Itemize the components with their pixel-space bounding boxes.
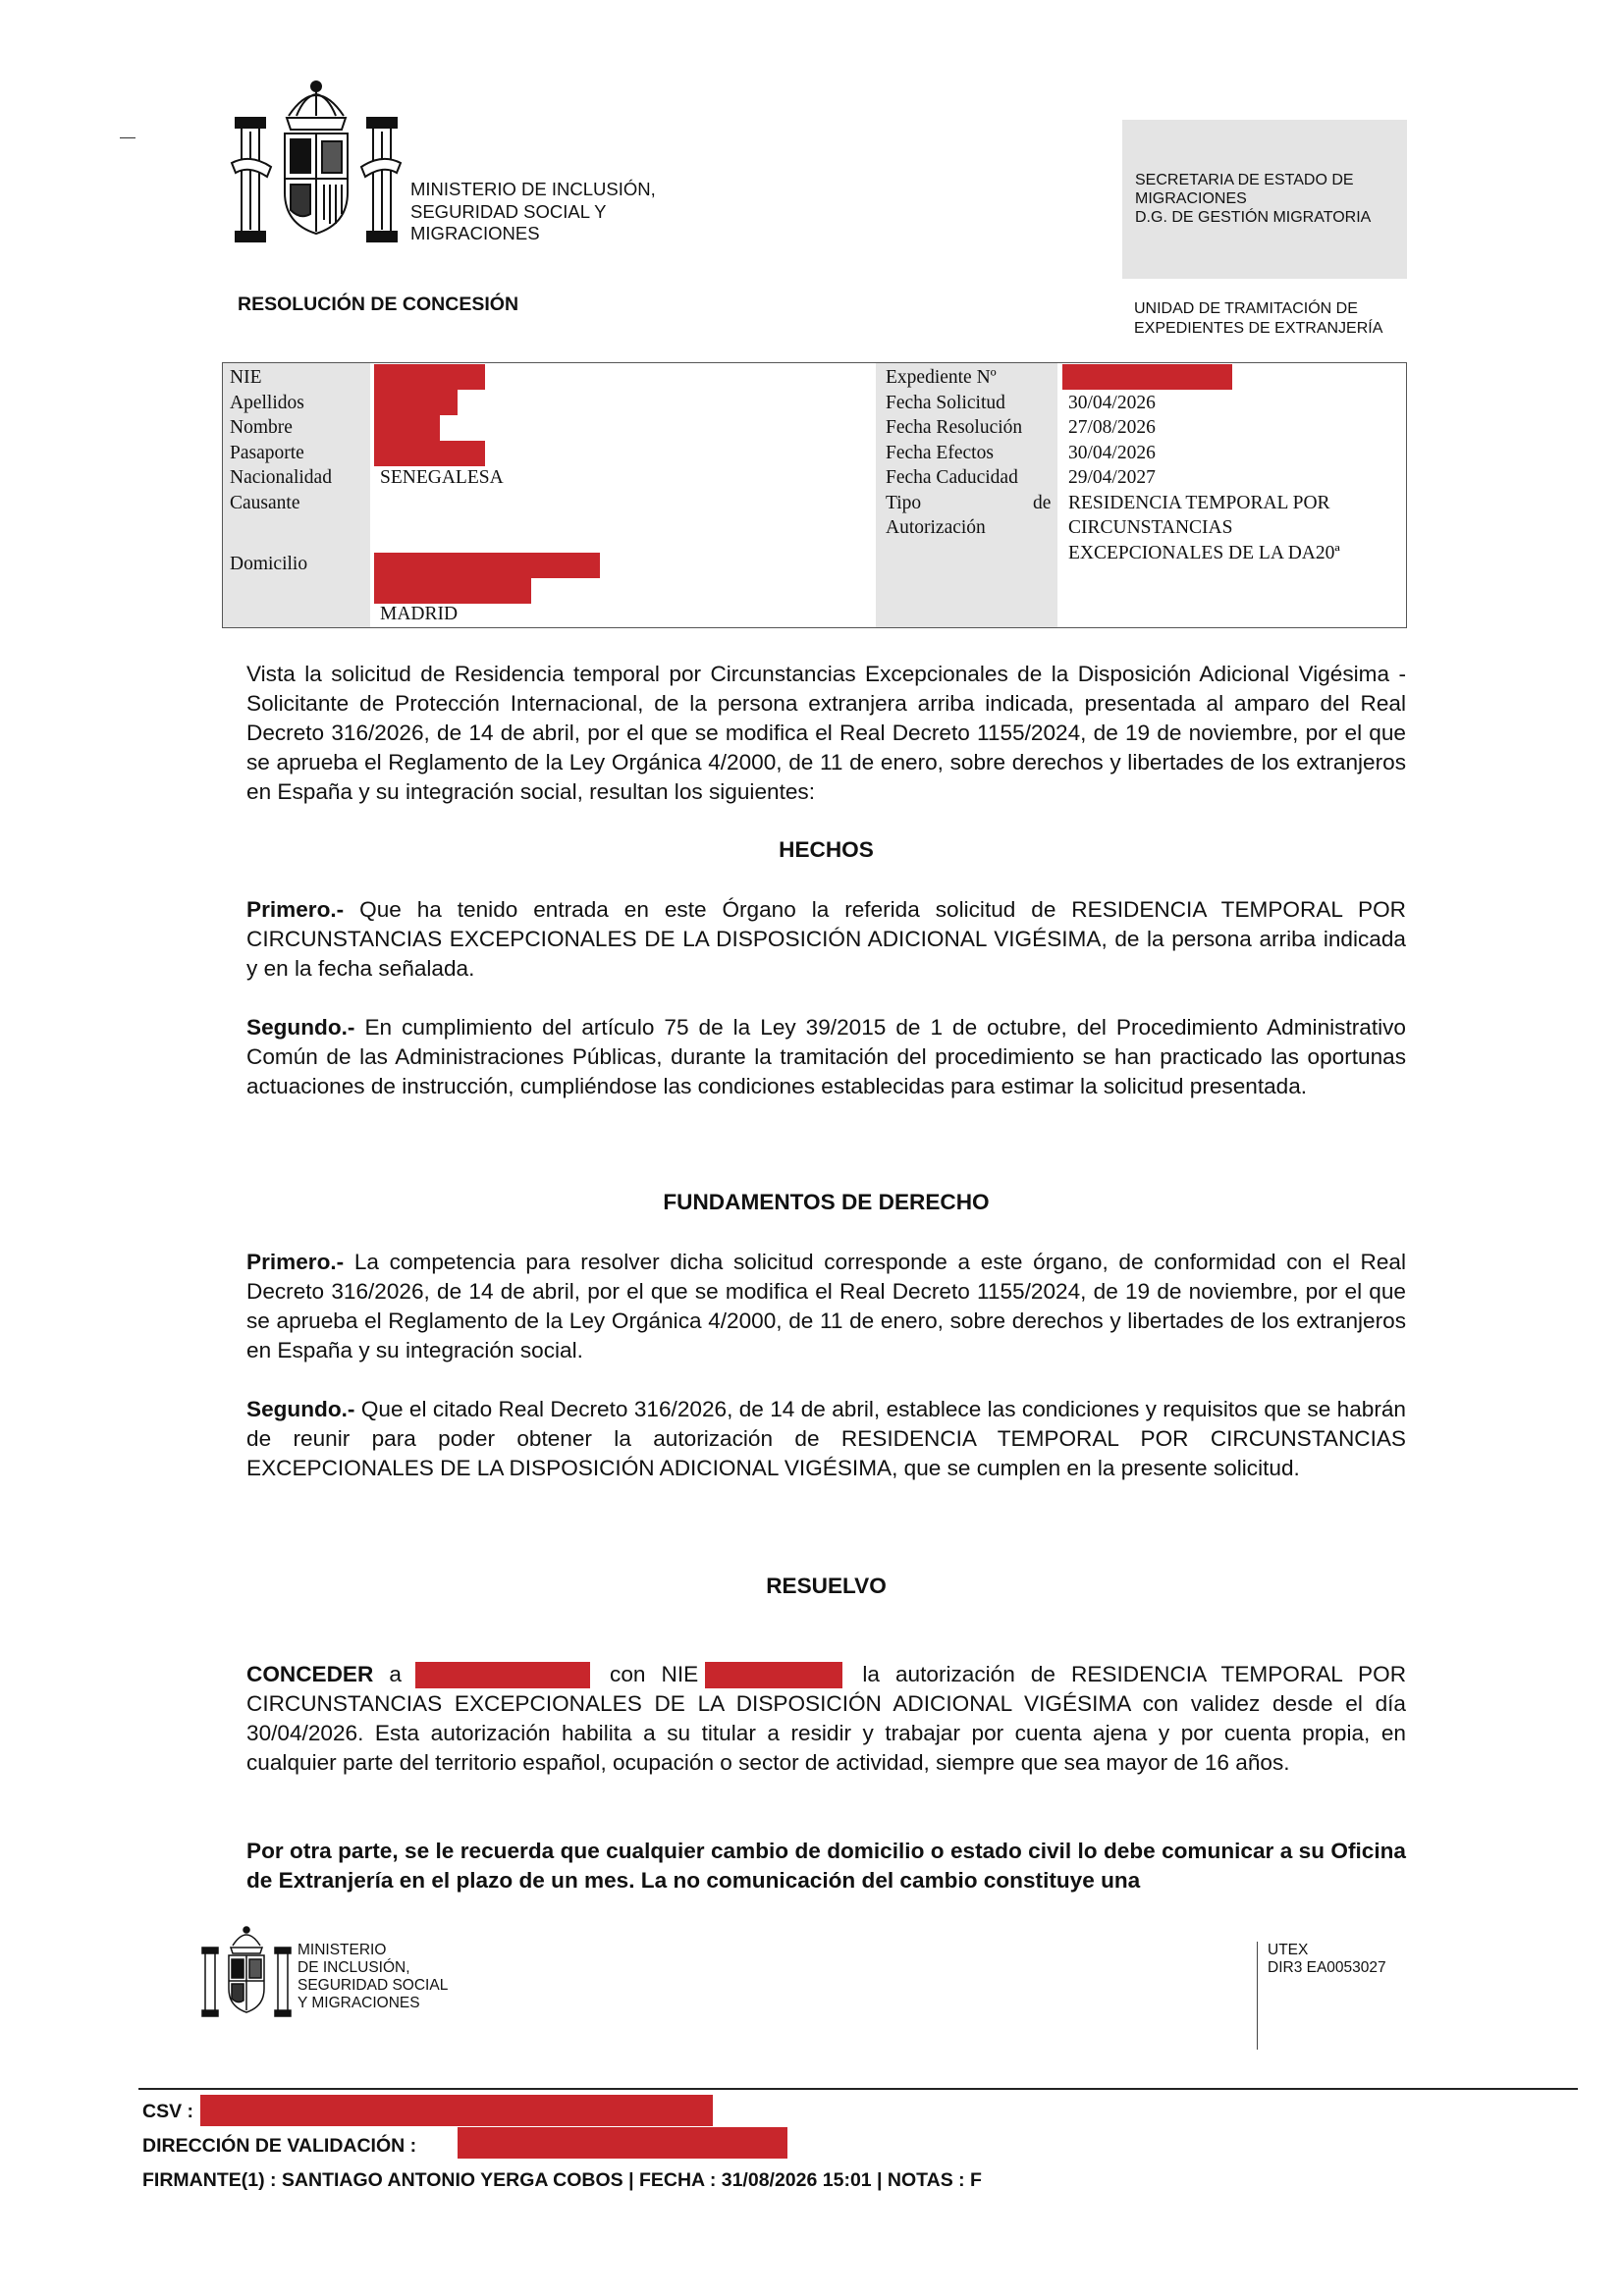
value-nacionalidad: SENEGALESA xyxy=(380,467,504,488)
validacion-label: DIRECCIÓN DE VALIDACIÓN : xyxy=(142,2135,417,2157)
coat-of-arms-footer-icon xyxy=(199,1924,294,2022)
footer-divider xyxy=(1257,1942,1258,2050)
secretaria-line-2: MIGRACIONES xyxy=(1135,190,1247,207)
fundamentos-primero-text: La competencia para resolver dicha solicitud corresponde a este órgano, de conformidad con el Real Decreto 316/2026, de 14 de abril, por el que se modifica el Real Decreto 1155/2024, de 19 de noviembre, por el que se aprueba el Reglamento de la Ley Orgánica 4/2000, de 11 de enero, sobre derechos y libertades de los extranjeros en España y su integración social. xyxy=(246,1250,1406,1362)
hechos-segundo xyxy=(246,1013,1406,1101)
dir3-code: DIR3 EA0053027 xyxy=(1268,1959,1386,1976)
label-expediente: Expediente Nº xyxy=(886,367,997,388)
label-apellidos: Apellidos xyxy=(230,392,304,413)
redaction-nie xyxy=(374,364,485,390)
label-fecha-solicitud: Fecha Solicitud xyxy=(886,392,1005,413)
ministry-name xyxy=(410,179,705,245)
value-tipo-line-1: RESIDENCIA TEMPORAL POR xyxy=(1068,492,1330,513)
hechos-segundo-lead: Segundo.- xyxy=(246,1015,355,1040)
secretaria-line-1: SECRETARIA DE ESTADO DE xyxy=(1135,172,1354,188)
label-nie: NIE xyxy=(230,367,262,388)
fundamentos-segundo xyxy=(246,1395,1406,1483)
redaction-domicilio-2 xyxy=(374,578,531,604)
label-domicilio: Domicilio xyxy=(230,554,308,574)
label-pasaporte: Pasaporte xyxy=(230,442,304,463)
redaction-nombre xyxy=(374,415,440,441)
fundamentos-segundo-text: Que el citado Real Decreto 316/2026, de 14 de abril, establece las condiciones y requisitos que se habrán de reunir para poder obtener la autorización de RESIDENCIA TEMPORAL POR CIRCUNSTANCIAS EXCEPCIONALES DE LA DISPOSICIÓN ADICIONAL VIGÉSIMA, que se cumplen en la presente solicitud. xyxy=(246,1397,1406,1480)
unidad-text xyxy=(1134,299,1409,339)
intro-text: Vista la solicitud de Residencia temporal por Circunstancias Excepcionales de la Disposición Adicional Vigésima - Solicitante de Protección Internacional, de la persona extranjera arriba indicada, presentada al amparo del Real Decreto 316/2026, de 14 de abril, por el que se modifica el Real Decreto 1155/2024, de 19 de noviembre, por el que se aprueba el Reglamento de la Ley Orgánica 4/2000, de 11 de enero, sobre derechos y libertades de los extranjeros en España y su integración social, resultan los siguientes: xyxy=(246,662,1406,804)
secretaria-text xyxy=(1135,171,1400,227)
ministry-line-3: MIGRACIONES xyxy=(410,223,540,243)
ministry-footer-name xyxy=(298,1942,494,2012)
redaction-pasaporte xyxy=(374,441,485,466)
resuelvo-heading: RESUELVO xyxy=(766,1574,887,1598)
hechos-segundo-text: En cumplimiento del artículo 75 de la Ley 39/2015 de 1 de octubre, del Procedimiento Administrativo Común de las Administraciones Públicas, durante la tramitación del procedimiento se han practicado las oportunas actuaciones de instrucción, cumpliéndose las condiciones establecidas para estimar la solicitud presentada. xyxy=(246,1015,1406,1098)
label-fecha-efectos: Fecha Efectos xyxy=(886,442,994,463)
label-nacionalidad: Nacionalidad xyxy=(230,467,332,488)
hechos-primero xyxy=(246,895,1406,984)
value-fecha-resolucion: 27/08/2026 xyxy=(1068,417,1156,438)
secretaria-line-3: D.G. DE GESTIÓN MIGRATORIA xyxy=(1135,209,1372,226)
value-ciudad: MADRID xyxy=(380,604,459,624)
resuelvo-text xyxy=(246,1689,1406,1778)
unidad-line-2: EXPEDIENTES DE EXTRANJERÍA xyxy=(1134,320,1383,337)
label-tipo-de: de xyxy=(1033,492,1052,513)
value-tipo-line-2: CIRCUNSTANCIAS xyxy=(1068,517,1233,538)
label-nombre: Nombre xyxy=(230,417,293,438)
hechos-primero-lead: Primero.- xyxy=(246,897,345,922)
value-fecha-efectos: 30/04/2026 xyxy=(1068,442,1156,463)
coat-of-arms-icon xyxy=(228,77,405,245)
fundamentos-primero-lead: Primero.- xyxy=(246,1250,345,1274)
redaction-name xyxy=(415,1662,590,1688)
firmante-line: FIRMANTE(1) : SANTIAGO ANTONIO YERGA COBOS | FECHA : 31/08/2026 15:01 | NOTAS : F xyxy=(142,2169,982,2191)
utex-block xyxy=(1268,1942,1386,1977)
unidad-line-1: UNIDAD DE TRAMITACIÓN DE xyxy=(1134,300,1358,317)
redaction-csv xyxy=(200,2095,713,2126)
redaction-validacion xyxy=(458,2127,787,2159)
hechos-primero-text: Que ha tenido entrada en este Órgano la referida solicitud de RESIDENCIA TEMPORAL POR CIRCUNSTANCIAS EXCEPCIONALES DE LA DISPOSICIÓN ADICIONAL VIGÉSIMA, de la persona arriba indicada y en la fecha señalada. xyxy=(246,897,1406,981)
ministry-line-2: SEGURIDAD SOCIAL Y xyxy=(410,200,607,222)
value-tipo-line-3: EXCEPCIONALES DE LA DA20ª xyxy=(1068,542,1340,563)
label-fecha-caducidad: Fecha Caducidad xyxy=(886,467,1018,488)
intro-paragraph xyxy=(246,660,1406,807)
recordatorio xyxy=(246,1837,1406,1896)
conceder-a: a xyxy=(373,1662,402,1686)
redaction-domicilio-1 xyxy=(374,553,600,578)
csv-label: CSV : xyxy=(142,2101,194,2122)
fundamentos-segundo-lead: Segundo.- xyxy=(246,1397,355,1421)
label-fecha-resolucion: Fecha Resolución xyxy=(886,417,1023,438)
utex-label: UTEX xyxy=(1268,1942,1309,1958)
ministry-footer-line-4: Y MIGRACIONES xyxy=(298,1995,420,2011)
value-fecha-caducidad: 29/04/2027 xyxy=(1068,467,1156,488)
redaction-nie-body xyxy=(705,1662,842,1688)
redaction-expediente xyxy=(1062,364,1232,390)
ministry-footer-line-3: SEGURIDAD SOCIAL xyxy=(298,1977,449,1994)
ministry-footer-line-1: MINISTERIO xyxy=(298,1942,387,1958)
redaction-apellidos xyxy=(374,390,458,415)
label-causante: Causante xyxy=(230,492,300,513)
document-title: RESOLUCIÓN DE CONCESIÓN xyxy=(238,294,519,315)
fundamentos-heading: FUNDAMENTOS DE DERECHO xyxy=(663,1190,990,1214)
conceder-line1-end: la autorización de RESIDENCIA TEMPORAL POR xyxy=(862,1662,1407,1686)
fundamentos-primero xyxy=(246,1248,1406,1365)
label-autorizacion: Autorización xyxy=(886,517,986,538)
conceder-con-nie: con NIE xyxy=(610,1662,699,1686)
ministry-line-1: MINISTERIO DE INCLUSIÓN, xyxy=(410,179,656,199)
conceder-lead: CONCEDER xyxy=(246,1662,374,1686)
label-tipo: Tipo xyxy=(886,492,922,513)
ministry-footer-line-2: DE INCLUSIÓN, xyxy=(298,1959,410,1976)
footer-rule xyxy=(138,2088,1578,2090)
hechos-heading: HECHOS xyxy=(779,837,874,862)
resuelvo-rest: CIRCUNSTANCIAS EXCEPCIONALES DE LA DISPOSICIÓN ADICIONAL VIGÉSIMA con validez desde el día 30/04/2026. Esta autorización habilita a su titular a residir y trabajar por cuenta ajena y por cuenta propia, en cualquier parte del territorio español, ocupación o sector de actividad, siempre que sea mayor de 16 años. xyxy=(246,1691,1406,1775)
recordatorio-text: Por otra parte, se le recuerda que cualquier cambio de domicilio o estado civil lo debe comunicar a su Oficina de Extranjería en el plazo de un mes. La no comunicación del cambio constituye una xyxy=(246,1839,1406,1893)
header-dash xyxy=(120,137,135,138)
value-fecha-solicitud: 30/04/2026 xyxy=(1068,392,1156,413)
